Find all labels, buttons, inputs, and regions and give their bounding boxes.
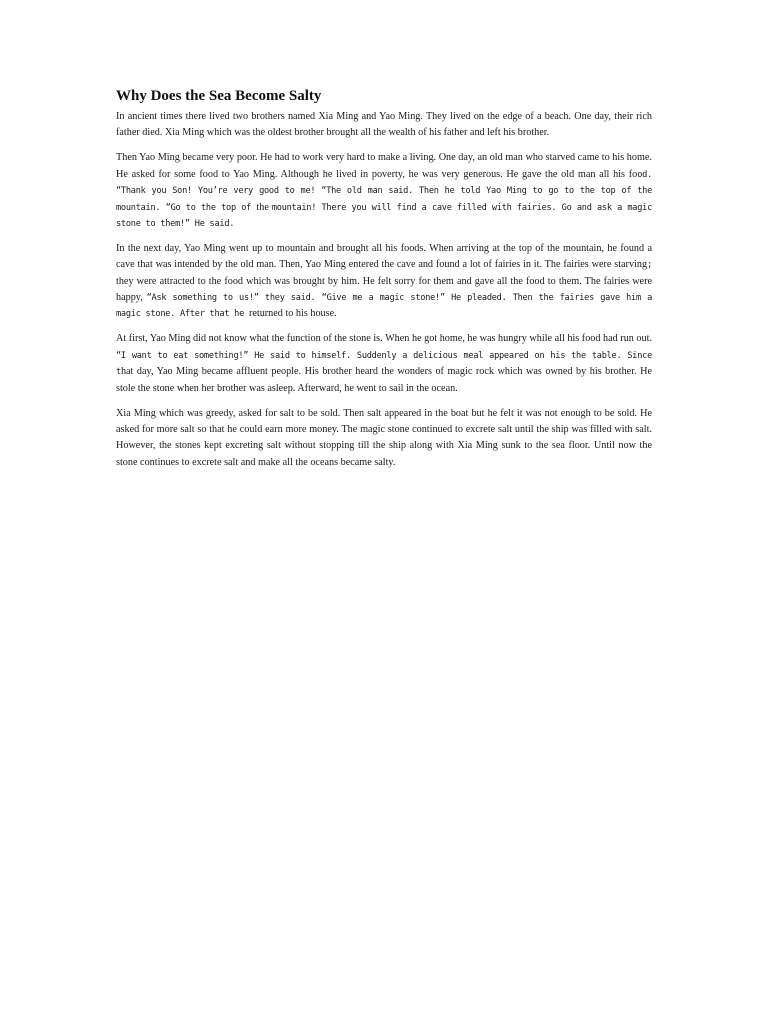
paragraph-text: they were attracted to the food which was brought by him. He felt sorry for them and gave all the food to them. The fairies were happy, xyxy=(116,275,652,304)
handwritten-dialogue-text: “I want to eat something!” He said to himself. Suddenly a delicious meal appeared on his the table. Since t xyxy=(116,350,652,378)
paragraph-5 xyxy=(116,406,652,472)
handwritten-punctuation-text: ; xyxy=(647,260,652,271)
paragraph-text: hat day, Yao Ming became affluent people. His brother heard the wonders of magic rock which was owned by his brother. He stole the stone when her brother was asleep. Afterward, he went to sail in the ocean. xyxy=(116,366,652,394)
paragraph-3 xyxy=(116,241,652,323)
handwritten-dialogue-text: od. “Thank you Son! You’re very good to me! “The old man said. Then he told Yao Ming to go to the top of the mountain. “Go to the top of xyxy=(116,169,652,213)
paragraph-4 xyxy=(116,331,652,397)
paragraph-text: In ancient times there lived two brothers named Xia Ming and Yao Ming. They lived on the edge of a beach. One day, their rich father died. Xia Ming which was the oldest brother brought all the wealth of his father and left his brother. xyxy=(116,111,652,139)
paragraph-text: Then Yao Ming became very poor. He had to work very hard to make a living. One day, an old man who starved came to his home. He asked for some food to Yao Ming. Although he lived in poverty, he was very generous. He gave the old man all his fo xyxy=(116,152,652,180)
paragraph-text: In the next day, Yao Ming went up to mountain and brought all his foods. When arriving at the top of the mountain, he found a cave that was intended by the old man. Then, Yao Ming entered the cave and found a lot of fairies in it. The fairies were starving xyxy=(116,242,652,271)
handwritten-dialogue-text: “Ask something to us!” they said. “Give me a magic stone!” He pleaded. Then the fairies gave him a magic stone. After that he xyxy=(116,293,653,320)
handwritten-dialogue-text: mountain! There you will find a cave filled with fairies. Go and ask a magic stone to them!” He said. xyxy=(116,202,652,229)
paragraph-text: returned to his house. xyxy=(248,308,337,320)
document-title: Why Does the Sea Become Salty xyxy=(116,88,322,104)
document-page xyxy=(116,86,652,480)
paragraph-text: Xia Ming which was greedy, asked for salt to be sold. Then salt appeared in the boat but he felt it was not enough to be sold. He asked for more salt so that he could earn more money. The magic stone continued to excrete salt until the ship was filled with salt. However, the stones kept excreting salt without stopping till the ship along with Xia Ming sunk to the sea floor. Until now the stone continues to excrete salt and make all the oceans became salty. xyxy=(116,407,652,468)
paragraph-1 xyxy=(116,109,652,142)
paragraph-2 xyxy=(116,150,652,232)
paragraph-text: At first, Yao Ming did not know what the function of the stone is. When he got home, he was hungry while all his food had run out. xyxy=(116,333,652,345)
paragraph-text: the xyxy=(256,201,272,213)
